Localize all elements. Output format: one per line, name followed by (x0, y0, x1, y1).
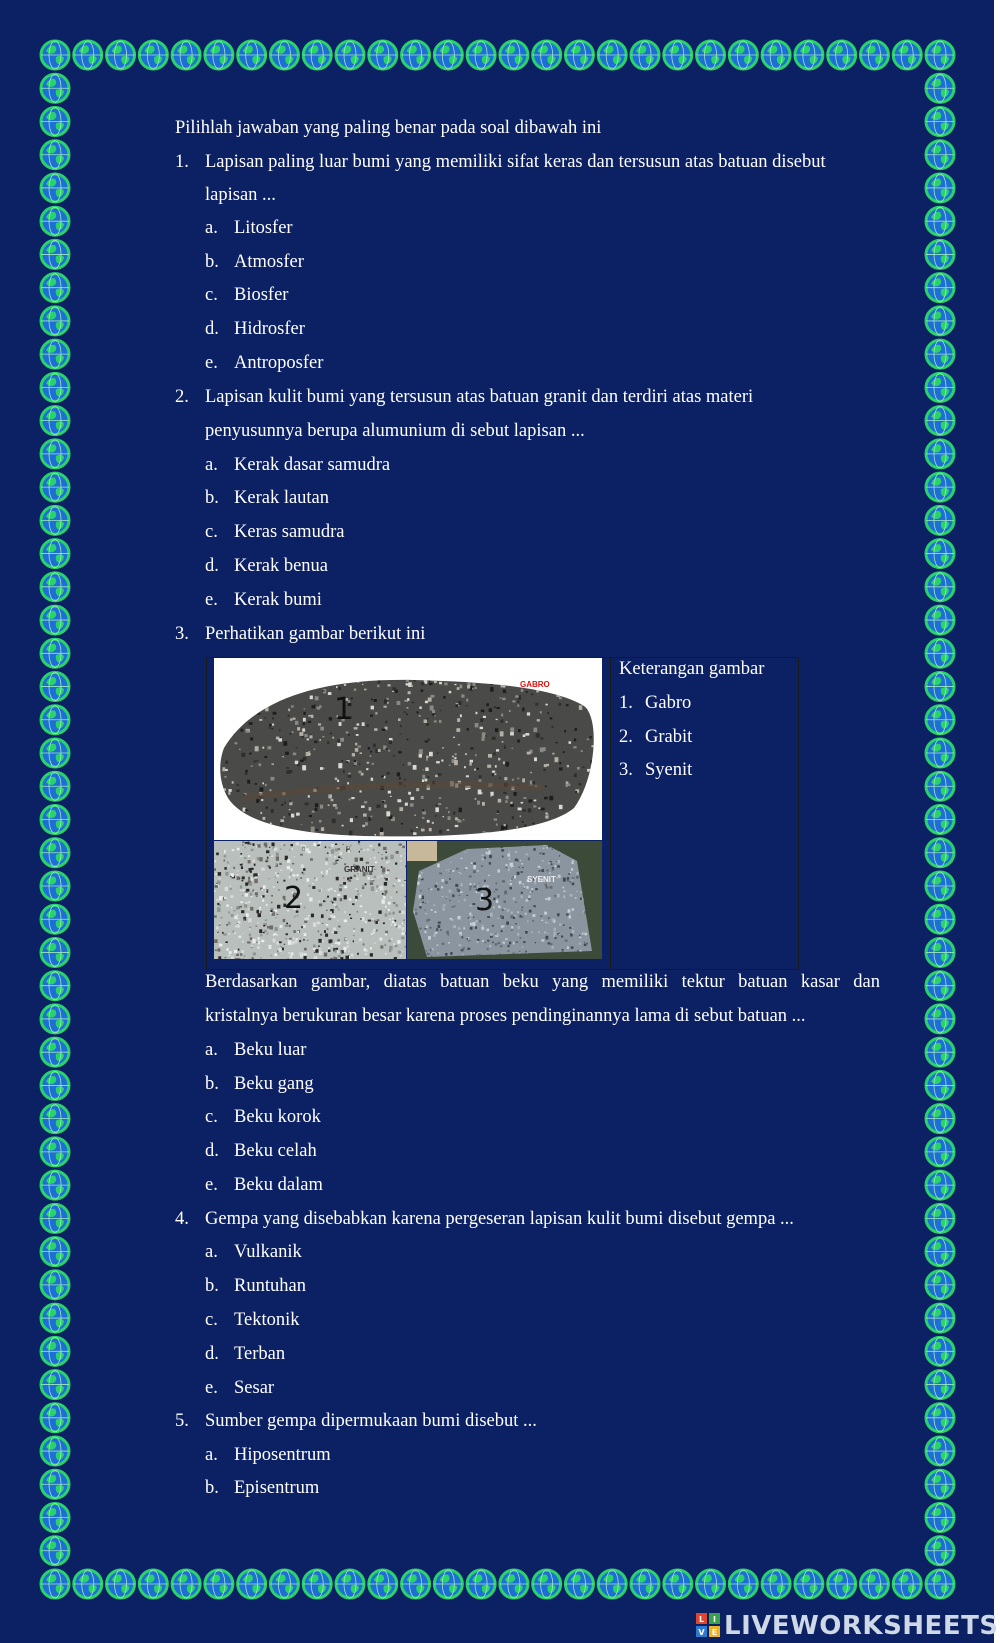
globe-icon (926, 1038, 954, 1066)
globe-icon (41, 772, 69, 800)
globe-icon (336, 41, 364, 69)
question-number: 5. (175, 1411, 189, 1431)
globe-icon (41, 1304, 69, 1332)
globe-icon (697, 1570, 725, 1598)
globe-icon (41, 1204, 69, 1232)
question-text-line: Lapisan paling luar bumi yang memiliki sifat keras dan tersusun atas batuan disebut (205, 152, 826, 172)
question-text-line: Berdasarkan gambar, diatas batuan beku yang memiliki tektur batuan kasar dan (205, 972, 880, 992)
option-letter[interactable]: b. (205, 488, 219, 508)
globe-icon (926, 74, 954, 102)
globe-icon (41, 1171, 69, 1199)
option-letter[interactable]: d. (205, 1141, 219, 1161)
globe-icon (598, 1570, 626, 1598)
option-letter[interactable]: d. (205, 556, 219, 576)
question-number: 1. (175, 152, 189, 172)
legend-item: Gabro (645, 693, 692, 713)
globe-icon (926, 573, 954, 601)
globe-icon (402, 41, 430, 69)
option-letter[interactable]: c. (205, 1310, 218, 1330)
globe-icon (238, 41, 266, 69)
option-text[interactable]: Episentrum (234, 1478, 320, 1498)
question-number: 2. (175, 387, 189, 407)
globe-icon (926, 872, 954, 900)
globe-icon (926, 274, 954, 302)
globe-icon (926, 207, 954, 235)
globe-icon (74, 1570, 102, 1598)
globe-icon (860, 1570, 888, 1598)
option-text[interactable]: Beku korok (234, 1107, 321, 1127)
gabro-photo (214, 658, 602, 840)
globe-icon (926, 473, 954, 501)
globe-icon (41, 440, 69, 468)
globe-icon (926, 373, 954, 401)
globe-icon (926, 41, 954, 69)
syenit-photo (407, 841, 602, 959)
option-text[interactable]: Tektonik (234, 1310, 300, 1330)
globe-icon (74, 41, 102, 69)
logo-letter: E (711, 1628, 718, 1637)
globe-icon (926, 1204, 954, 1232)
globe-icon (598, 41, 626, 69)
globe-icon (926, 506, 954, 534)
option-text[interactable]: Runtuhan (234, 1276, 306, 1296)
option-text[interactable]: Beku celah (234, 1141, 317, 1161)
globe-icon (238, 1570, 266, 1598)
photo-number: 1 (334, 692, 354, 727)
globe-icon (926, 839, 954, 867)
globe-icon (41, 706, 69, 734)
option-text[interactable]: Antroposfer (234, 353, 324, 373)
globe-icon (41, 107, 69, 135)
legend-title: Keterangan gambar (619, 659, 765, 679)
legend-item: Grabit (645, 727, 693, 747)
globe-icon (860, 41, 888, 69)
option-letter[interactable]: a. (205, 1242, 218, 1262)
globe-icon (41, 307, 69, 335)
globe-icon (500, 1570, 528, 1598)
question-text-line: Gempa yang disebabkan karena pergeseran lapisan kulit bumi disebut gempa ... (205, 1209, 794, 1229)
option-text[interactable]: Hiposentrum (234, 1445, 331, 1465)
globe-icon (41, 806, 69, 834)
globe-icon (270, 1570, 298, 1598)
globe-icon (41, 207, 69, 235)
globe-icon (926, 639, 954, 667)
globe-icon (795, 1570, 823, 1598)
globe-icon (41, 1138, 69, 1166)
option-letter[interactable]: a. (205, 218, 218, 238)
option-text[interactable]: Terban (234, 1344, 286, 1364)
globe-icon (926, 1171, 954, 1199)
photo-label: SYENIT (527, 875, 556, 884)
globe-icon (41, 240, 69, 268)
globe-icon (205, 41, 233, 69)
globe-icon (41, 938, 69, 966)
globe-icon (270, 41, 298, 69)
globe-icon (467, 41, 495, 69)
globe-icon (434, 41, 462, 69)
globe-icon (402, 1570, 430, 1598)
option-text[interactable]: Sesar (234, 1378, 275, 1398)
globe-icon (303, 41, 331, 69)
option-letter[interactable]: a. (205, 455, 218, 475)
globe-icon (336, 1570, 364, 1598)
instruction-text: Pilihlah jawaban yang paling benar pada soal dibawah ini (175, 118, 602, 138)
globe-icon (41, 905, 69, 933)
globe-icon (369, 1570, 397, 1598)
globe-icon (41, 74, 69, 102)
globe-icon (926, 174, 954, 202)
option-text[interactable]: Atmosfer (234, 252, 304, 272)
globe-icon (926, 307, 954, 335)
globe-icon (467, 1570, 495, 1598)
globe-icon (41, 1105, 69, 1133)
globe-icon (926, 1404, 954, 1432)
globe-icon (107, 1570, 135, 1598)
globe-icon (41, 506, 69, 534)
globe-icon (762, 1570, 790, 1598)
logo-letter: L (698, 1615, 705, 1624)
option-letter[interactable]: a. (205, 1040, 218, 1060)
option-letter[interactable]: a. (205, 1445, 218, 1465)
globe-icon (41, 1437, 69, 1465)
option-letter[interactable]: c. (205, 1107, 218, 1127)
globe-icon (926, 540, 954, 568)
legend-item: Syenit (645, 760, 693, 780)
globe-icon (41, 1470, 69, 1498)
legend-number: 1. (619, 693, 633, 713)
globe-icon (41, 1071, 69, 1099)
globe-icon (565, 41, 593, 69)
option-text[interactable]: Kerak benua (234, 556, 328, 576)
option-letter[interactable]: d. (205, 1344, 219, 1364)
option-letter[interactable]: c. (205, 522, 218, 542)
globe-icon (139, 41, 167, 69)
question-number: 3. (175, 624, 189, 644)
option-text[interactable]: Biosfer (234, 285, 289, 305)
globe-icon (926, 1337, 954, 1365)
globe-icon (926, 240, 954, 268)
globe-icon (41, 1337, 69, 1365)
option-letter[interactable]: b. (205, 252, 219, 272)
globe-icon (369, 41, 397, 69)
globe-icon (729, 41, 757, 69)
option-text[interactable]: Kerak bumi (234, 590, 322, 610)
option-text[interactable]: Kerak dasar samudra (234, 455, 391, 475)
globe-icon (926, 905, 954, 933)
globe-icon (926, 806, 954, 834)
globe-icon (500, 41, 528, 69)
option-letter[interactable]: e. (205, 353, 218, 373)
globe-icon (926, 1005, 954, 1033)
globe-icon (434, 1570, 462, 1598)
globe-icon (893, 41, 921, 69)
globe-icon (41, 1504, 69, 1532)
question-text-line: Perhatikan gambar berikut ini (205, 624, 426, 644)
globe-icon (41, 473, 69, 501)
globe-icon (926, 1071, 954, 1099)
globe-icon (41, 1238, 69, 1266)
globe-icon (41, 1404, 69, 1432)
question-text-line: Sumber gempa dipermukaan bumi disebut ... (205, 1411, 537, 1431)
option-text[interactable]: Beku gang (234, 1074, 314, 1094)
option-letter[interactable]: e. (205, 1378, 218, 1398)
globe-icon (926, 1504, 954, 1532)
globe-icon (205, 1570, 233, 1598)
globe-icon (926, 739, 954, 767)
legend-number: 3. (619, 760, 633, 780)
globe-icon (828, 41, 856, 69)
globe-icon (41, 972, 69, 1000)
option-letter[interactable]: c. (205, 285, 218, 305)
globe-icon (533, 1570, 561, 1598)
option-text[interactable]: Beku luar (234, 1040, 307, 1060)
globe-icon (139, 1570, 167, 1598)
globe-icon (41, 373, 69, 401)
globe-icon (926, 606, 954, 634)
globe-icon (41, 839, 69, 867)
globe-icon (926, 1437, 954, 1465)
globe-icon (41, 274, 69, 302)
photo-label: GABRO (520, 680, 550, 689)
question-text-line: Lapisan kulit bumi yang tersusun atas batuan granit dan terdiri atas materi (205, 387, 754, 407)
option-text[interactable]: Keras samudra (234, 522, 345, 542)
globe-icon (41, 872, 69, 900)
globe-icon (664, 1570, 692, 1598)
globe-icon (926, 972, 954, 1000)
liveworksheets-logo (696, 1611, 999, 1641)
option-letter[interactable]: e. (205, 1175, 218, 1195)
globe-icon (41, 573, 69, 601)
question-text-line: penyusunnya berupa alumunium di sebut lapisan ... (205, 421, 585, 441)
globe-icon (926, 340, 954, 368)
globe-icon (926, 107, 954, 135)
globe-icon (664, 41, 692, 69)
photo-number: 2 (284, 881, 304, 916)
globe-icon (926, 1105, 954, 1133)
globe-icon (172, 41, 200, 69)
globe-icon (926, 407, 954, 435)
option-text[interactable]: Kerak lautan (234, 488, 330, 508)
figure-divider (610, 657, 611, 970)
globe-icon (926, 1271, 954, 1299)
globe-icon (926, 1470, 954, 1498)
globe-icon (893, 1570, 921, 1598)
option-text[interactable]: Litosfer (234, 218, 293, 238)
globe-icon (762, 41, 790, 69)
photo-number: 3 (475, 883, 495, 918)
logo-text: LIVEWORKSHEETS (724, 1611, 999, 1641)
legend-number: 2. (619, 727, 633, 747)
option-text[interactable]: Vulkanik (234, 1242, 302, 1262)
question-text-line: kristalnya berukuran besar karena proses pendinginannya lama di sebut batuan ... (205, 1006, 806, 1026)
globe-icon (697, 41, 725, 69)
globe-icon (926, 1570, 954, 1598)
globe-icon (729, 1570, 757, 1598)
globe-icon (926, 1537, 954, 1565)
globe-icon (926, 673, 954, 701)
globe-icon (795, 41, 823, 69)
globe-icon (107, 41, 135, 69)
logo-mark-icon (696, 1613, 720, 1637)
globe-icon (41, 174, 69, 202)
globe-icon (926, 1304, 954, 1332)
option-letter[interactable]: b. (205, 1478, 219, 1498)
globe-icon (533, 41, 561, 69)
globe-icon (41, 141, 69, 169)
globe-icon (41, 1038, 69, 1066)
globe-icon (172, 1570, 200, 1598)
globe-icon (926, 440, 954, 468)
question-text-line: lapisan ... (205, 185, 276, 205)
granit-photo (214, 841, 406, 959)
globe-icon (926, 772, 954, 800)
globe-icon (926, 938, 954, 966)
globe-icon (41, 1570, 69, 1598)
logo-letter: V (698, 1628, 705, 1637)
logo-letter: I (713, 1615, 716, 1624)
globe-icon (41, 407, 69, 435)
globe-icon (41, 1005, 69, 1033)
globe-icon (828, 1570, 856, 1598)
globe-icon (303, 1570, 331, 1598)
option-text[interactable]: Hidrosfer (234, 319, 305, 339)
globe-icon (41, 41, 69, 69)
option-letter[interactable]: b. (205, 1276, 219, 1296)
globe-icon (926, 1238, 954, 1266)
option-text[interactable]: Beku dalam (234, 1175, 323, 1195)
globe-icon (565, 1570, 593, 1598)
globe-icon (631, 1570, 659, 1598)
option-letter[interactable]: e. (205, 590, 218, 610)
globe-icon (41, 1371, 69, 1399)
question-number: 4. (175, 1209, 189, 1229)
photo-label: GRANIT (344, 865, 375, 874)
globe-icon (41, 606, 69, 634)
globe-icon (926, 1371, 954, 1399)
globe-icon (41, 340, 69, 368)
globe-icon (41, 1271, 69, 1299)
globe-icon (41, 1537, 69, 1565)
option-letter[interactable]: b. (205, 1074, 219, 1094)
globe-icon (41, 639, 69, 667)
globe-icon (926, 141, 954, 169)
globe-icon (926, 1138, 954, 1166)
globe-icon (41, 540, 69, 568)
globe-icon (926, 706, 954, 734)
globe-icon (631, 41, 659, 69)
option-letter[interactable]: d. (205, 319, 219, 339)
globe-icon (41, 739, 69, 767)
globe-icon (41, 673, 69, 701)
